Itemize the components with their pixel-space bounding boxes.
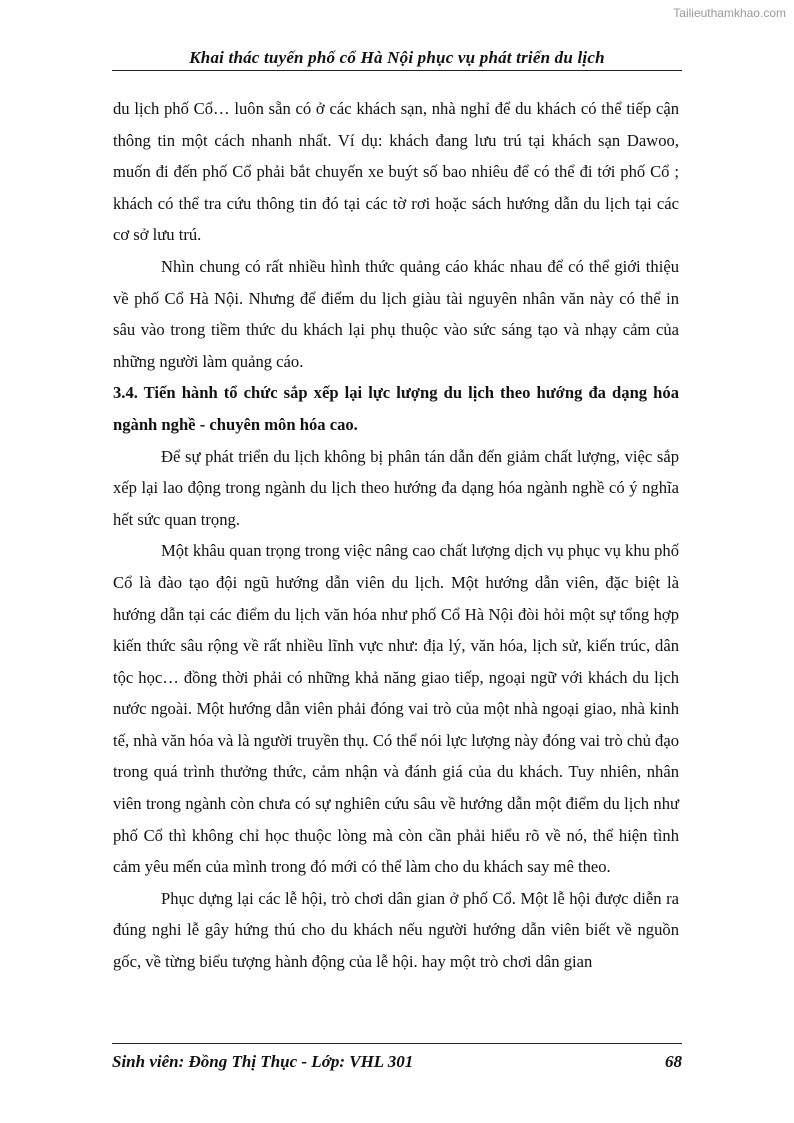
paragraph-5: Phục dựng lại các lễ hội, trò chơi dân gian ở phố Cổ. Một lễ hội được diễn ra đúng nghi lễ gây hứng thú cho du khách nếu người hướng dẫn viên biết về nguồn gốc, về từng biểu tượng hành động của lễ hội. hay một trò chơi dân gian [113, 888, 679, 972]
paragraph-1: du lịch phố Cổ… luôn sẵn có ở các khách sạn, nhà nghỉ để du khách có thể tiếp cận thông tin một cách nhanh nhất. Ví dụ: khách đang lưu trú tại khách sạn Dawoo, muốn đi đến phố Cổ phải bắt chuyến xe buýt số bao nhiêu để có thể đi tới phố Cổ ; khách có thể tra cứu thông tin đó tại các tờ rơi hoặc sách hướng dẫn du lịch tại các cơ sở lưu trú. [113, 99, 679, 245]
section-heading-3-4: 3.4. Tiến hành tổ chức sắp xếp lại lực lượng du lịch theo hướng đa dạng hóa ngành nghề - chuyên môn hóa cao. [113, 383, 679, 434]
paragraph-2: Nhìn chung có rất nhiều hình thức quảng cáo khác nhau để có thể giới thiệu về phố Cổ Hà Nội. Nhưng để điểm du lịch giàu tài nguyên nhân văn này có thể in sâu vào trong tiềm thức du khách lại phụ thuộc vào sức sáng tạo và nhạy cảm của những người làm quảng cáo. [113, 256, 679, 371]
page-footer [112, 1052, 682, 1072]
header-divider [112, 70, 682, 71]
paragraph-3: Để sự phát triển du lịch không bị phân tán dẫn đến giảm chất lượng, việc sắp xếp lại lao động trong ngành du lịch theo hướng đa dạng hóa ngành nghề có ý nghĩa hết sức quan trọng. [113, 446, 679, 529]
page-number: 68 [665, 1052, 682, 1071]
document-body [113, 93, 679, 978]
paragraph-4: Một khâu quan trọng trong việc nâng cao chất lượng dịch vụ phục vụ khu phố Cổ là đào tạo đội ngũ hướng dẫn viên du lịch. Một hướng dẫn viên, đặc biệt là hướng dẫn tại các điểm du lịch văn hóa như phố Cổ Hà Nội đòi hỏi một sự tổng hợp kiến thức sâu rộng về rất nhiều lĩnh vực như: địa lý, văn hóa, lịch sử, kiến trúc, dân tộc học… đồng thời phải có những khả năng giao tiếp, ngoại ngữ với khách du lịch nước ngoài. Một hướng dẫn viên phải đóng vai trò của một nhà ngoại giao, nhà kinh tế, nhà văn hóa và là người truyền thụ. Có thể nói lực lượng này đóng vai trò chủ đạo trong quá trình thưởng thức, cảm nhận và đánh giá của du khách. Tuy nhiên, nhân viên trong ngành còn chưa có sự nghiên cứu sâu về hướng dẫn một điểm du lịch như phố Cổ thì không chỉ học thuộc lòng mà còn cần phải hiểu rõ về nó, thể hiện tình cảm yêu mến của mình trong đó mới có thể làm cho du khách say mê theo. [113, 541, 679, 877]
footer-author: Sinh viên: Đồng Thị Thục - Lớp: VHL 301 [112, 1052, 414, 1071]
page-header-title: Khai thác tuyến phố cổ Hà Nội phục vụ phát triển du lịch [189, 48, 605, 67]
footer-divider [112, 1043, 682, 1044]
watermark-text: Tailieuthamkhao.com [673, 6, 786, 20]
